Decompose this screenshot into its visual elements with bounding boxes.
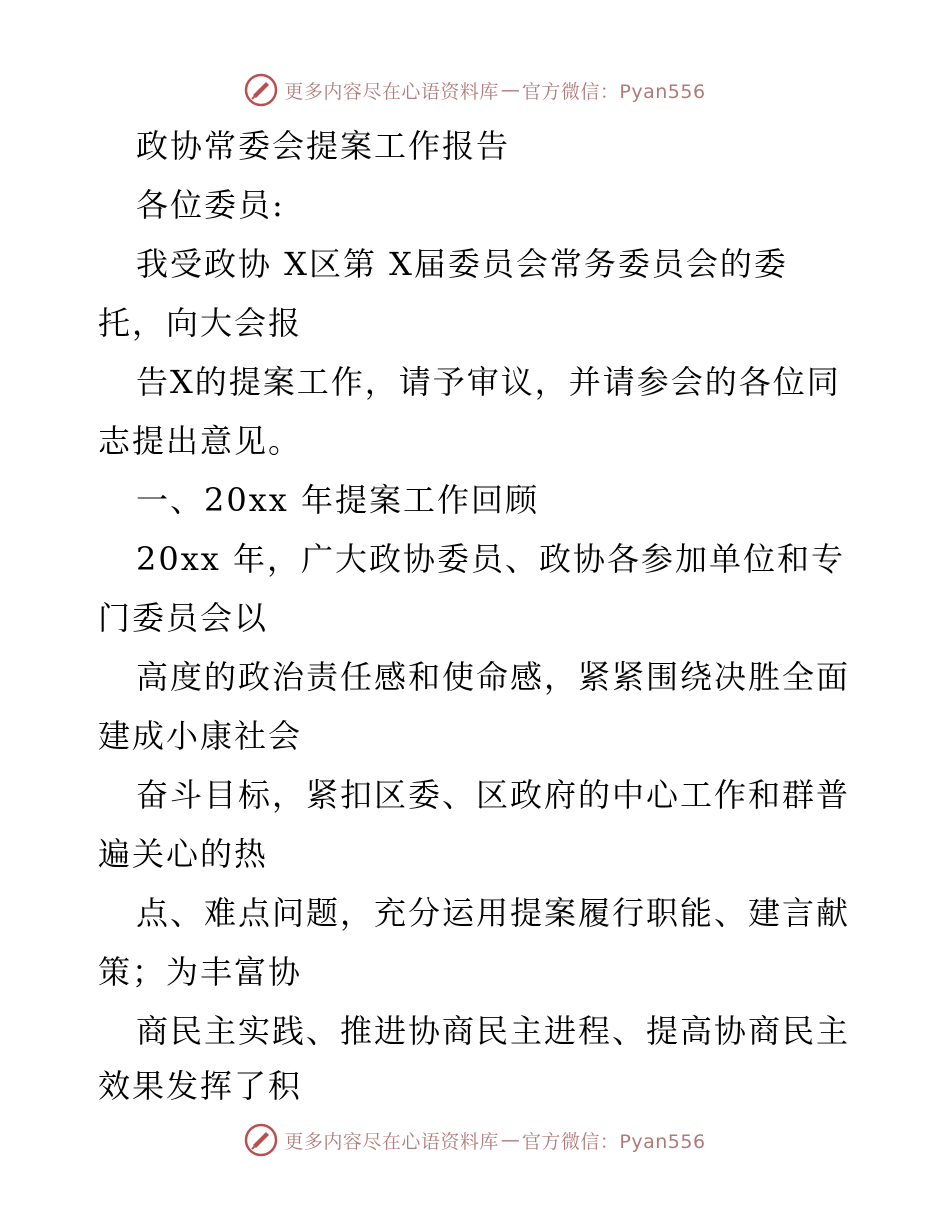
section-heading: 一、20xx 年提案工作回顾 <box>136 481 539 519</box>
body-line: 门委员会以 <box>98 599 269 637</box>
body-line: 告X的提案工作，请予审议，并请参会的各位同 <box>136 363 841 401</box>
body-line: 点、难点问题，充分运用提案履行职能、建言献 <box>136 894 851 932</box>
book-pen-logo-icon <box>244 1123 278 1157</box>
body-line: 托，向大会报 <box>98 304 303 342</box>
banner-wechat: 官方微信：Pyan556 <box>521 80 706 103</box>
footer-banner <box>0 1120 950 1160</box>
page-title: 政协常委会提案工作报告 <box>136 127 511 165</box>
body-line: 奋斗目标，紧扣区委、区政府的中心工作和群普 <box>136 776 851 814</box>
body-line: 我受政协 X区第 X届委员会常务委员会的委 <box>136 245 788 283</box>
body-line: 建成小康社会 <box>98 717 303 755</box>
body-line: 策；为丰富协 <box>98 953 303 991</box>
body-line: 效果发挥了积 <box>98 1067 303 1105</box>
banner-separator: — <box>500 1129 520 1151</box>
banner-text: 更多内容尽在心语资料库 <box>284 80 499 103</box>
book-pen-logo-icon <box>244 73 278 107</box>
banner-wechat: 官方微信：Pyan556 <box>521 1130 706 1153</box>
salutation: 各位委员: <box>136 186 285 224</box>
banner-separator: — <box>500 79 520 101</box>
banner-text: 更多内容尽在心语资料库 <box>284 1130 499 1153</box>
body-line: 高度的政治责任感和使命感，紧紧围绕决胜全面 <box>136 658 851 696</box>
body-line: 20xx 年，广大政协委员、政协各参加单位和专 <box>136 540 845 578</box>
body-line: 遍关心的热 <box>98 835 269 873</box>
body-line: 志提出意见。 <box>98 422 303 460</box>
body-line: 商民主实践、推进协商民主进程、提高协商民主 <box>136 1012 851 1050</box>
header-banner <box>0 70 950 110</box>
